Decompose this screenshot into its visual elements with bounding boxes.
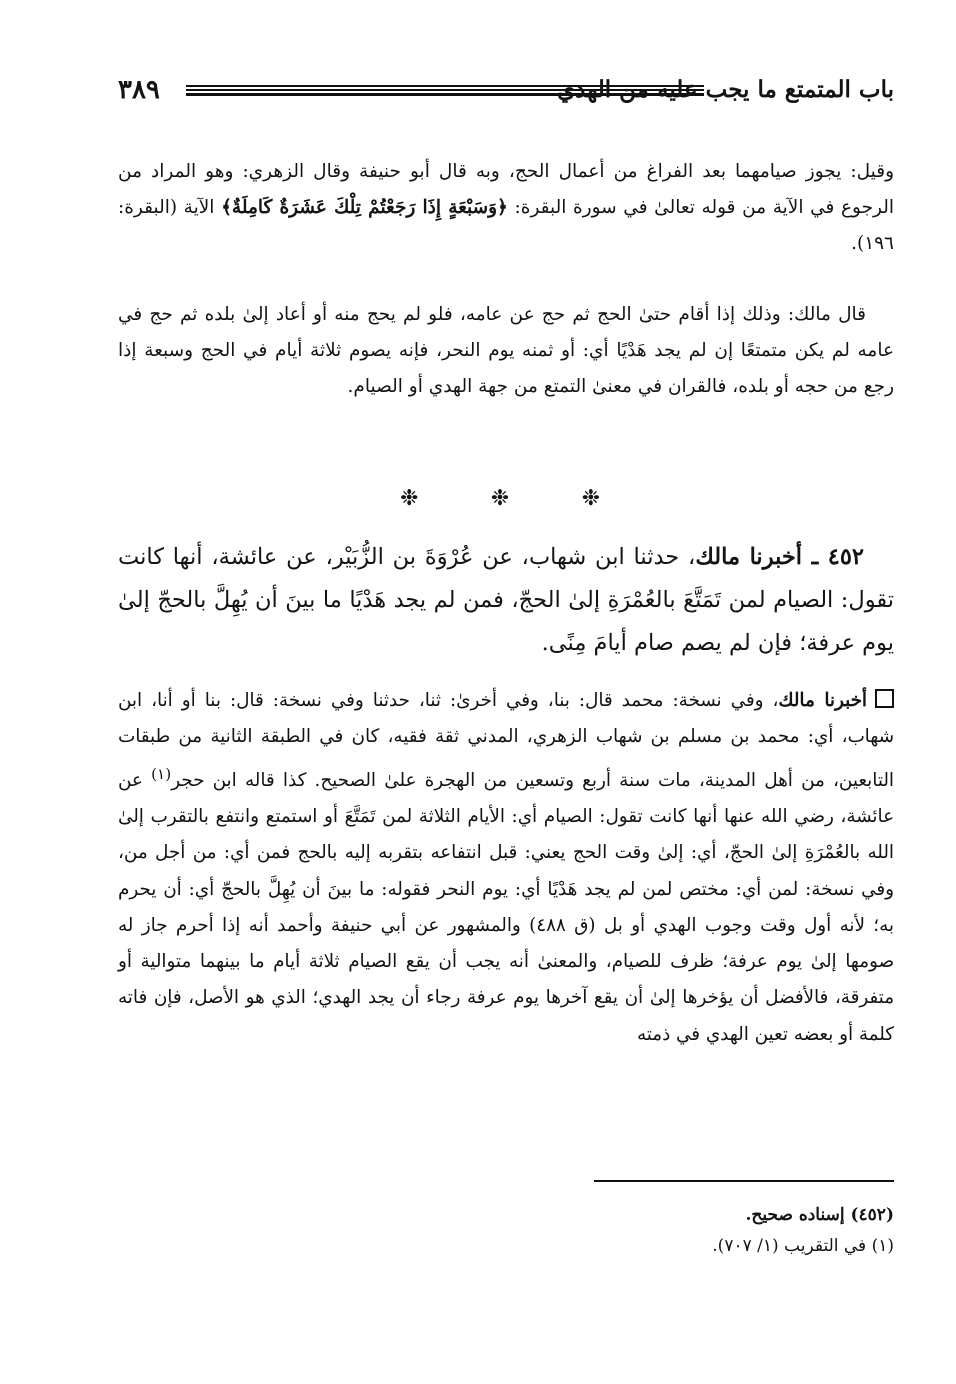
paragraph-text: قال مالك: وذلك إذا أقام حتىٰ الحج ثم حج عن عامه، فلو لم يحج منه أو أعاد إلىٰ بلده ثم حج في عامه لم يكن متمتعًا إن لم يجد هَدْيًا أي: أو ثمنه يوم النحر، فإنه يصوم ثلاثة أيام في الحج وسبعة إذا رجع من حجه أو بلده، فالقران في معنىٰ التمتع من جهة الهدي أو الصيام.: [118, 304, 894, 397]
footnote-item: (٤٥٢) إسناده صحيح.: [745, 1205, 894, 1225]
commentary: [118, 683, 894, 1053]
malik-paragraph: [118, 297, 894, 405]
hadith-number: ٤٥٢ ـ أخبرنا مالك: [695, 544, 864, 570]
running-header: [118, 70, 894, 114]
page-number: ٣٨٩: [118, 75, 160, 105]
commentary-lead: أخبرنا مالك: [778, 690, 867, 711]
footnote-ref: (١): [151, 764, 172, 783]
quran-verse: ﴿وَسَبْعَةٍ إِذَا رَجَعْتُمْ تِلْكَ عَشَرَةٌ كَامِلَةٌ﴾: [221, 197, 508, 218]
footnote-item: (١) في التقريب (١/ ٧٠٧).: [712, 1236, 894, 1256]
hadith-text: ، حدثنا ابن شهاب، عن عُرْوَةَ بن الزُّبَيْر، عن عائشة، أنها كانت تقول: الصيام لمن تَمَتَّعَ بالعُمْرَةِ إلىٰ الحجّ، فمن لم يجد هَدْيًا ما بينَ أن يُهِلَّ بالحجّ إلىٰ يوم عرفة؛ فإن لم يصم صام أيامَ مِنًى.: [118, 544, 894, 656]
verse-reference: الآية (البقرة: ١٩٦).: [118, 197, 894, 254]
commentary-text-continued: عن عائشة، رضي الله عنها أنها كانت تقول: الصيام أي: الأيام الثلاثة لمن تَمَتَّعَ أو استمتع وانتفع بالتقرب إلىٰ الله بالعُمْرَةِ إلىٰ الحجّ، أي: إلىٰ وقت الحج يعني: قبل انتفاعه بتقربه إليه بالحج فمن أي: من أجل من، وفي نسخة: لمن أي: مختص لمن لم يجد هَدْيًا أي: يوم النحر فقوله: ما بينَ أن يُهِلَّ بالحجّ أي: أن يحرم به؛ لأنه أول وقت وجوب الهدي أو بل (ق ٤٨٨) والمشهور عن أبي حنيفة وأحمد أنه إذا أحرم جاز له صومها إلىٰ يوم عرفة؛ ظرف للصيام، والمعنىٰ أنه يجب أن يقع الصيام ثلاثة أيام ما بينهما متوالية أو متفرقة، فالأفضل أن يؤخرها إلىٰ أن يقع آخرها يوم عرفة رجاء أن يجد الهدي؛ الذي هو الأصل، فإن فاته كلمة أو بعضه تعين الهدي في ذمته: [118, 769, 895, 1045]
continued-paragraph: [118, 154, 894, 262]
chapter-title: باب المتمتع ما يجب عليه من الهدي: [557, 76, 894, 103]
section-separator: [400, 484, 600, 514]
footnote-rule: [594, 1180, 894, 1182]
flower-ornament-icon: ❉: [581, 486, 600, 511]
commentary-text: ، وفي نسخة: محمد قال: بنا، وفي أخرىٰ: ثنا، حدثنا وفي نسخة: قال: بنا أو أنا، ابن شهاب، أي: محمد بن مسلم بن شهاب الزهري، المدني ثقة فقيه، كان في الطبقة الثانية من طبقات التابعين، من أهل المدينة، مات سنة أربع وتسعين من الهجرة علىٰ الصحيح. كذا قاله ابن حجر: [118, 690, 895, 791]
square-marker-icon: [875, 689, 894, 708]
footnotes: [118, 1200, 894, 1262]
flower-ornament-icon: ❉: [400, 486, 419, 511]
paragraph-text: وقيل: يجوز صيامهما بعد الفراغ من أعمال الحج، وبه قال أبو حنيفة وقال الزهري: وهو المراد من الرجوع في الآية من قوله تعالىٰ في سورة البقرة:: [118, 161, 895, 218]
hadith-452: [118, 536, 894, 665]
flower-ornament-icon: ❉: [490, 486, 510, 511]
